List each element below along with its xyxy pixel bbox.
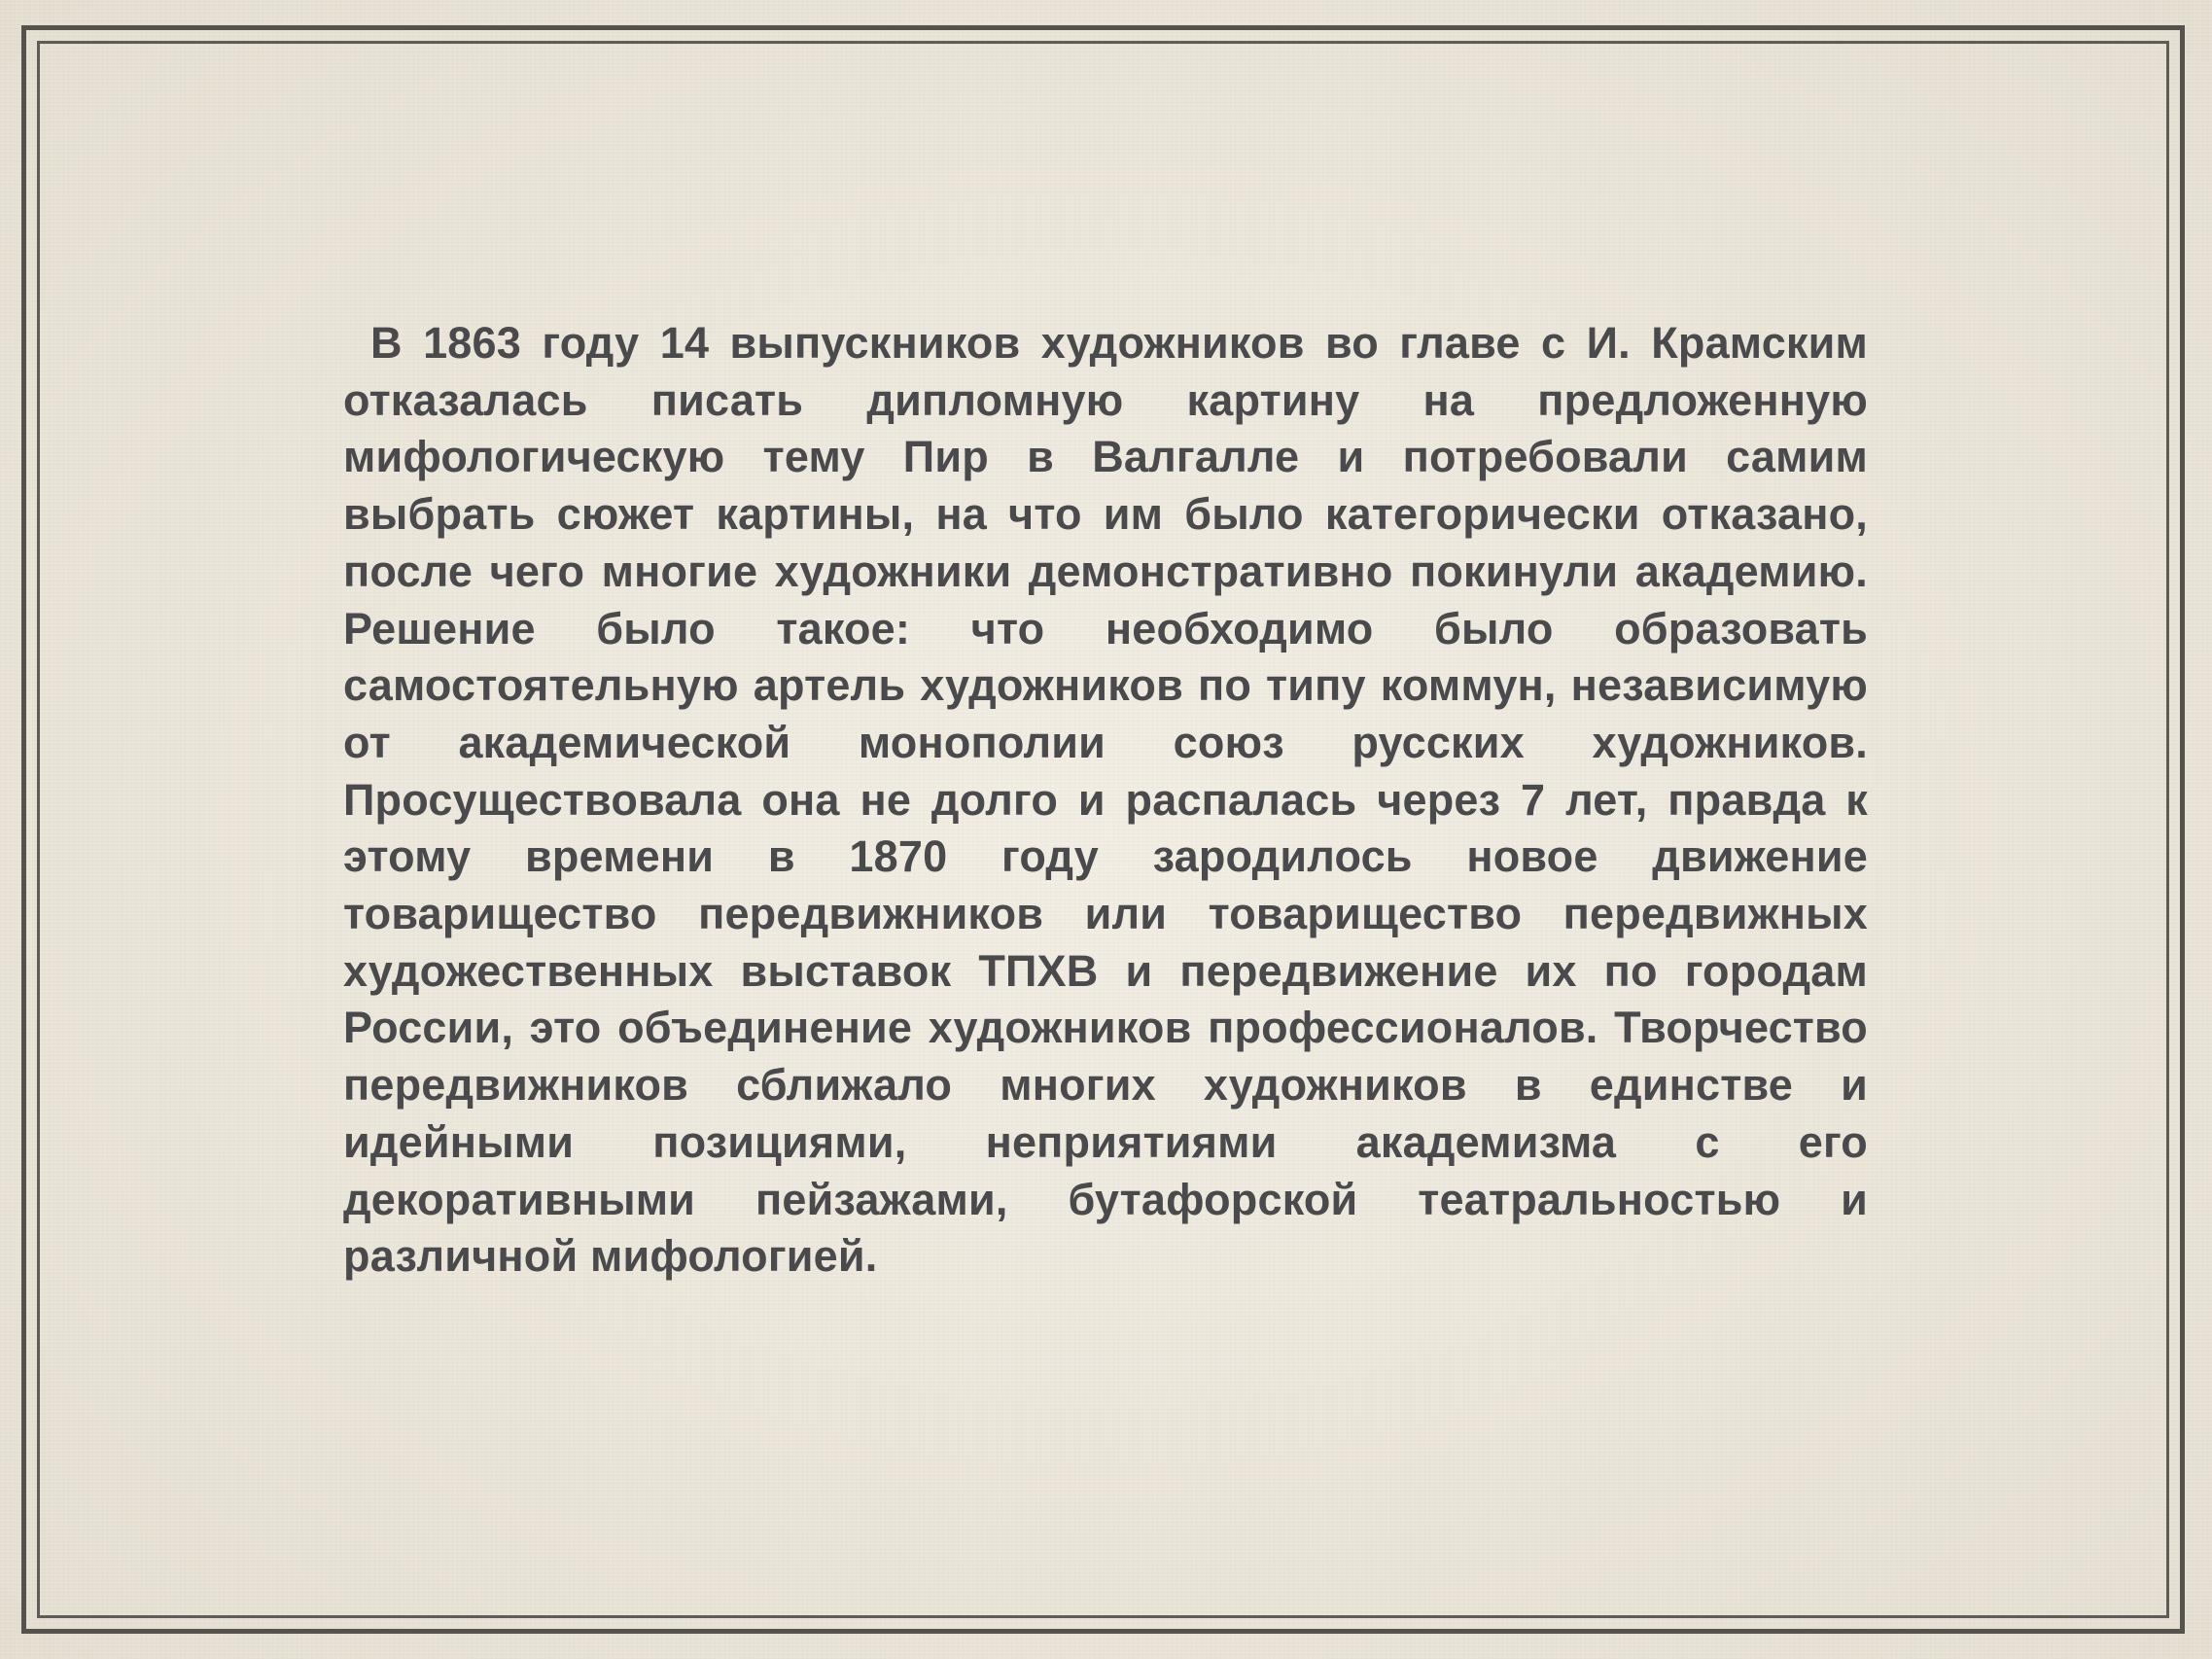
body-paragraph: В 1863 году 14 выпускников художников во главе с И. Крамским отказалась писать дипломную картину на предложенную мифологическую тему Пир в Валгалле и потребовали самим выбрать сюжет картины, на что им было категорически отказано, после чего многие художники демонстративно покинули академию. Решение было такое: что необходимо было образовать самостоятельную артель художников по типу коммун, независимую от академической монополии союз русских художников. Просуществовала она не долго и распалась через 7 лет, правда к этому времени в 1870 году зародилось новое движение товарищество передвижников или товарищество передвижных художественных выставок ТПХВ и передвижение их по городам России, это объединение художников профессионалов. Творчество передвижников сближало многих художников в единстве и идейными позициями, неприятиями академизма с его декоративными пейзажами, бутафорской театральностью и различной мифологией.	[343, 318, 1868, 1282]
